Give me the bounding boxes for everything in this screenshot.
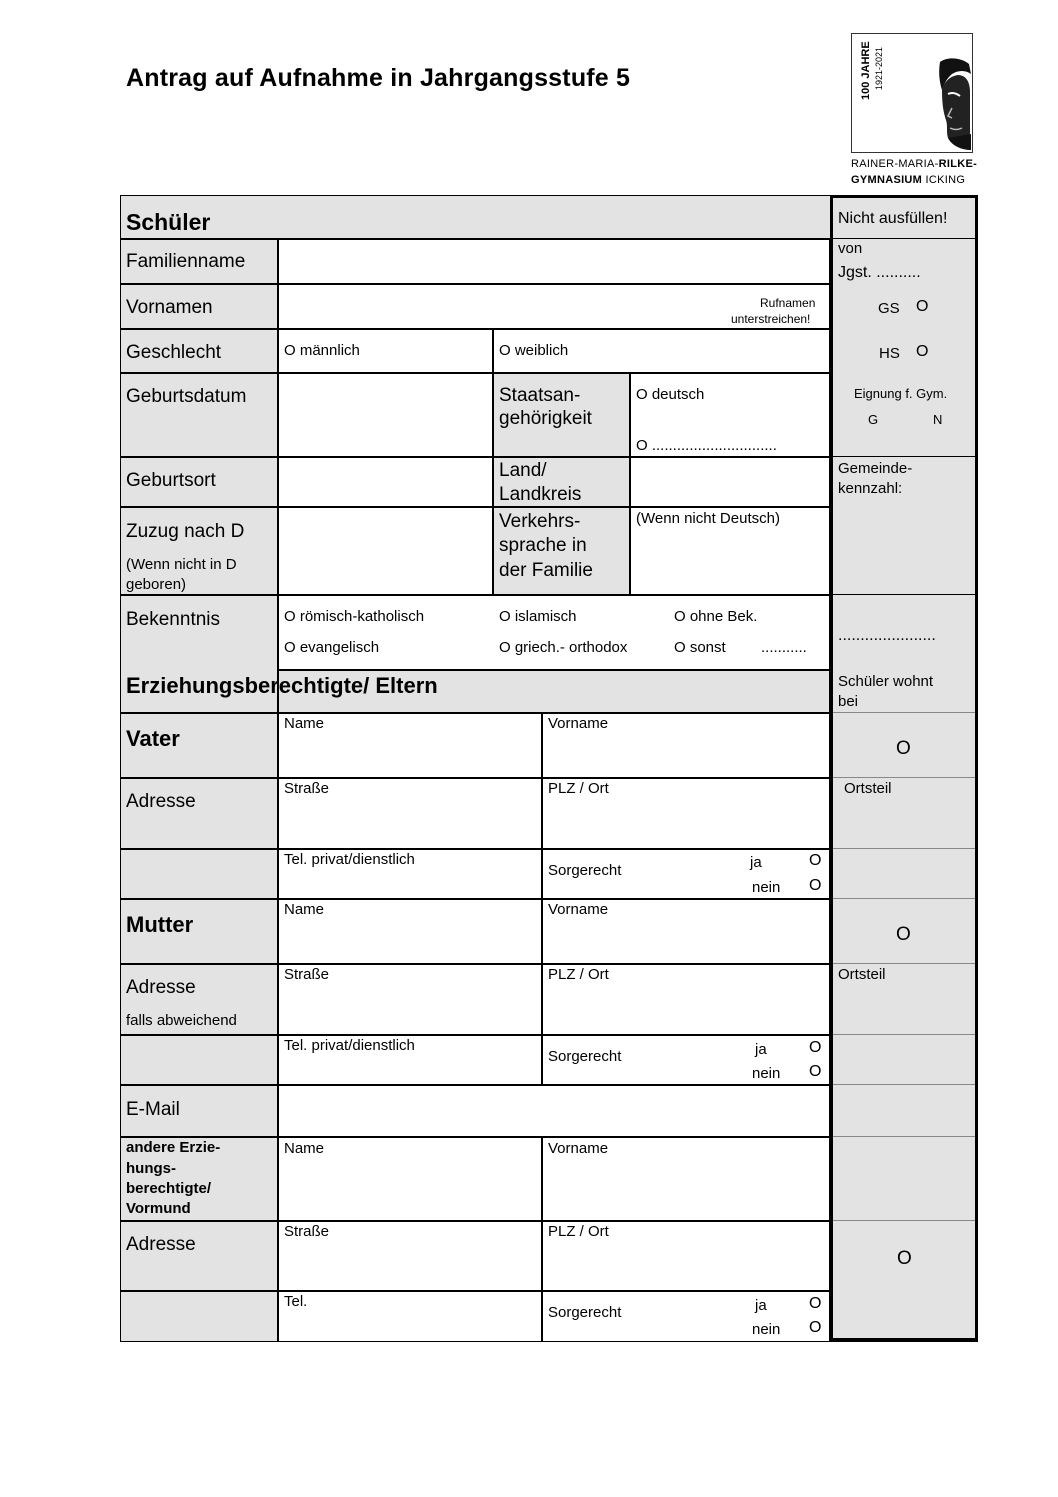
office-column: [830, 195, 978, 1341]
andere-strasse-label: Straße: [284, 1223, 330, 1240]
rufnamen-note-1: Rufnamen: [760, 296, 816, 310]
label-andere-3: berechtigte/: [126, 1180, 212, 1197]
label-andere-2: hungs-: [126, 1160, 176, 1177]
office-hs-radio[interactable]: O: [916, 343, 929, 360]
label-verkehrssprache-3: der Familie: [499, 560, 593, 581]
label-staatsangehoerigkeit-2: gehörigkeit: [499, 408, 592, 429]
office-vater-ortsteil: Ortsteil: [844, 780, 892, 797]
label-geburtsdatum: Geburtsdatum: [126, 386, 247, 407]
option-griech-orthodox[interactable]: O griech.- orthodox: [499, 639, 628, 656]
vater-tel-label: Tel. privat/dienstlich: [284, 851, 415, 868]
label-vater: Vater: [126, 726, 180, 751]
page-title: Antrag auf Aufnahme in Jahrgangsstufe 5: [126, 64, 631, 92]
label-familienname: Familienname: [126, 251, 246, 272]
zuzug-note-2: geboren): [126, 576, 187, 593]
label-mutter-adresse: Adresse: [126, 977, 196, 998]
school-logo: [851, 33, 973, 153]
vater-vorname-label: Vorname: [548, 715, 609, 732]
option-other-nationality[interactable]: O ..............................: [636, 437, 777, 454]
mutter-sorgerecht-nein-radio[interactable]: O: [809, 1063, 822, 1080]
mutter-name-label: Name: [284, 901, 325, 918]
office-wohnt-1: Schüler wohnt: [838, 673, 934, 690]
office-andere-radio[interactable]: O: [897, 1248, 912, 1269]
mutter-vorname-label: Vorname: [548, 901, 609, 918]
vater-sorgerecht-ja-radio[interactable]: O: [809, 852, 822, 869]
option-roemisch-katholisch[interactable]: O römisch-katholisch: [284, 608, 425, 625]
note-wenn-nicht-deutsch: (Wenn nicht Deutsch): [636, 510, 780, 527]
section-header-schueler: Schüler: [126, 209, 211, 235]
label-geschlecht: Geschlecht: [126, 342, 222, 363]
label-bekenntnis: Bekenntnis: [126, 609, 221, 630]
office-vater-radio[interactable]: O: [896, 738, 911, 759]
andere-sorgerecht-ja: ja: [755, 1297, 767, 1314]
zuzug-note-1: (Wenn nicht in D: [126, 556, 237, 573]
sonst-dots: ...........: [761, 639, 807, 656]
mutter-tel-label: Tel. privat/dienstlich: [284, 1037, 415, 1054]
office-gs: GS: [878, 300, 900, 317]
label-andere-1: andere Erzie-: [126, 1139, 221, 1156]
andere-sorgerecht-ja-radio[interactable]: O: [809, 1295, 822, 1312]
label-andere-adresse: Adresse: [126, 1234, 196, 1255]
andere-tel-label: Tel.: [284, 1293, 308, 1310]
andere-sorgerecht-nein-radio[interactable]: O: [809, 1319, 822, 1336]
vater-name-label: Name: [284, 715, 325, 732]
mutter-sorgerecht-nein: nein: [752, 1065, 781, 1082]
schueler-header-bar: [120, 195, 830, 238]
option-ohne-bek[interactable]: O ohne Bek.: [674, 608, 758, 625]
vater-sorgerecht-nein: nein: [752, 879, 781, 896]
label-land-1: Land/: [499, 460, 547, 481]
office-hs: HS: [879, 345, 900, 362]
mutter-strasse-label: Straße: [284, 966, 330, 983]
vater-strasse-label: Straße: [284, 780, 330, 797]
option-deutsch[interactable]: O deutsch: [636, 386, 705, 403]
office-gs-radio[interactable]: O: [916, 298, 929, 315]
label-email: E-Mail: [126, 1099, 180, 1120]
label-geburtsort: Geburtsort: [126, 470, 216, 491]
office-von: von: [838, 240, 863, 257]
vater-sorgerecht-label: Sorgerecht: [548, 862, 622, 879]
andere-vorname-label: Vorname: [548, 1140, 609, 1157]
logo-jahre: 100 JAHRE: [860, 41, 872, 100]
label-falls-abweichend: falls abweichend: [126, 1012, 237, 1029]
portrait-image: [852, 34, 972, 152]
option-islamisch[interactable]: O islamisch: [499, 608, 577, 625]
office-eignung: Eignung f. Gym.: [854, 386, 948, 401]
option-weiblich[interactable]: O weiblich: [499, 342, 569, 359]
vater-sorgerecht-nein-radio[interactable]: O: [809, 877, 822, 894]
option-sonst[interactable]: O sonst: [674, 639, 726, 656]
label-andere-4: Vormund: [126, 1200, 191, 1217]
andere-plz-label: PLZ / Ort: [548, 1223, 609, 1240]
label-staatsangehoerigkeit-1: Staatsan-: [499, 385, 581, 406]
label-vater-adresse: Adresse: [126, 791, 196, 812]
logo-text-line2: GYMNASIUM ICKING: [851, 174, 966, 186]
office-wohnt-2: bei: [838, 693, 859, 710]
office-eignung-n: N: [933, 412, 943, 427]
office-gemeinde-1: Gemeinde-: [838, 460, 913, 477]
andere-sorgerecht-label: Sorgerecht: [548, 1304, 622, 1321]
mutter-sorgerecht-label: Sorgerecht: [548, 1048, 622, 1065]
logo-text-line1: RAINER-MARIA-RILKE-: [851, 158, 978, 170]
office-mutter-radio[interactable]: O: [896, 924, 911, 945]
label-zuzug: Zuzug nach D: [126, 521, 245, 542]
mutter-sorgerecht-ja: ja: [755, 1041, 767, 1058]
andere-sorgerecht-nein: nein: [752, 1321, 781, 1338]
section-header-eltern: Erziehungsberechtigte/ Eltern: [126, 673, 438, 698]
option-maennlich[interactable]: O männlich: [284, 342, 360, 359]
label-land-2: Landkreis: [499, 484, 582, 505]
label-verkehrssprache-2: sprache in: [499, 535, 587, 556]
label-vornamen: Vornamen: [126, 297, 213, 318]
office-gemeinde-2: kennzahl:: [838, 480, 903, 497]
office-dots: ......................: [838, 627, 936, 644]
option-evangelisch[interactable]: O evangelisch: [284, 639, 380, 656]
andere-name-label: Name: [284, 1140, 325, 1157]
logo-years-range: 1921-2021: [874, 46, 884, 90]
mutter-sorgerecht-ja-radio[interactable]: O: [809, 1039, 822, 1056]
vater-plz-label: PLZ / Ort: [548, 780, 609, 797]
office-nicht-ausfuellen: Nicht ausfüllen!: [838, 210, 948, 227]
mutter-plz-label: PLZ / Ort: [548, 966, 609, 983]
label-verkehrssprache-1: Verkehrs-: [499, 511, 581, 532]
vater-sorgerecht-ja: ja: [750, 854, 762, 871]
rufnamen-note-2: unterstreichen!: [731, 312, 811, 326]
office-eignung-g: G: [868, 412, 879, 427]
office-jgst: Jgst. ..........: [838, 264, 921, 281]
office-mutter-ortsteil: Ortsteil: [838, 966, 886, 983]
label-mutter: Mutter: [126, 912, 194, 937]
